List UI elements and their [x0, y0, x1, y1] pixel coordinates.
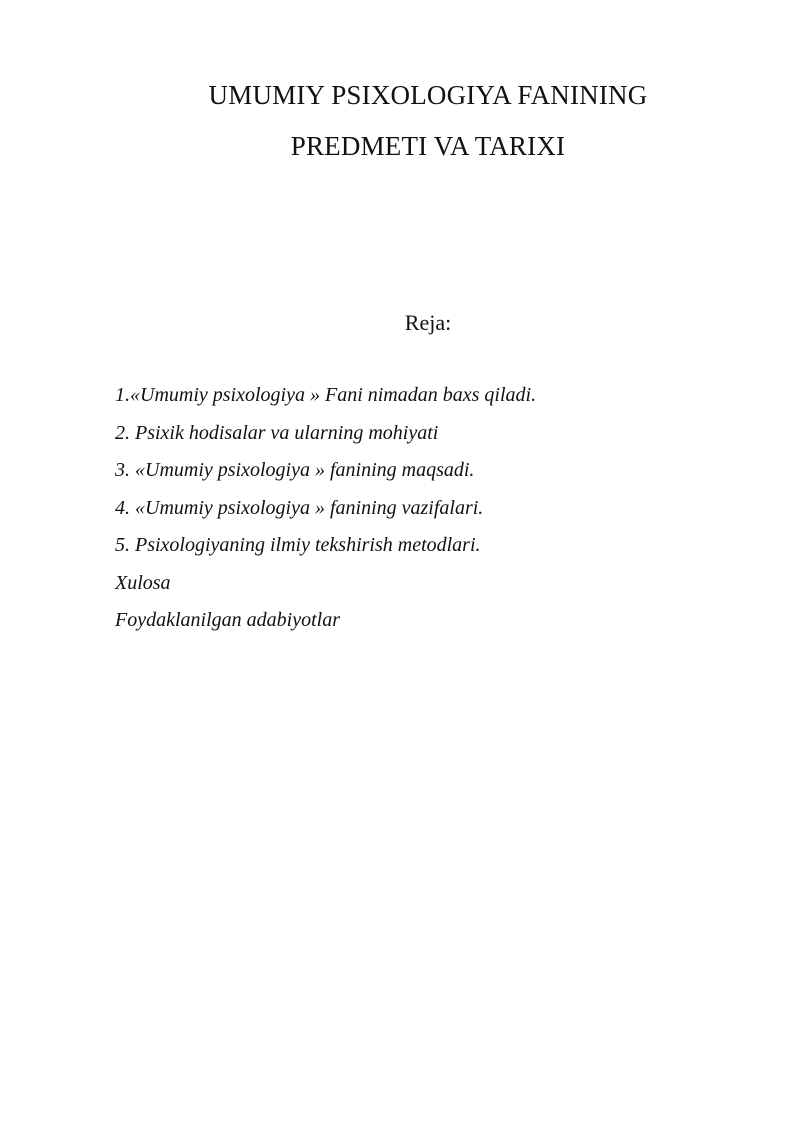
- plan-heading: Reja:: [404, 310, 452, 335]
- document-title-line-1: UMUMIY PSIXOLOGIYA FANINING: [208, 80, 648, 110]
- plan-item: 4. «Umumiy psixologiya » fanining vazifalari.: [115, 496, 484, 519]
- plan-item: 1.«Umumiy psixologiya » Fani nimadan baxs qiladi.: [115, 384, 537, 406]
- plan-item: 5. Psixologiyaning ilmiy tekshirish metodlari.: [115, 534, 481, 556]
- document-title-line-2: PREDMETI VA TARIXI: [290, 131, 566, 161]
- plan-item-conclusion: Xulosa: [115, 571, 171, 594]
- plan-list: [115, 381, 755, 644]
- plan-item-references: Foydaklanilgan adabiyotlar: [115, 609, 340, 631]
- plan-item: 3. «Umumiy psixologiya » fanining maqsadi.: [115, 459, 475, 481]
- plan-item: 2. Psixik hodisalar va ularning mohiyati: [115, 421, 439, 444]
